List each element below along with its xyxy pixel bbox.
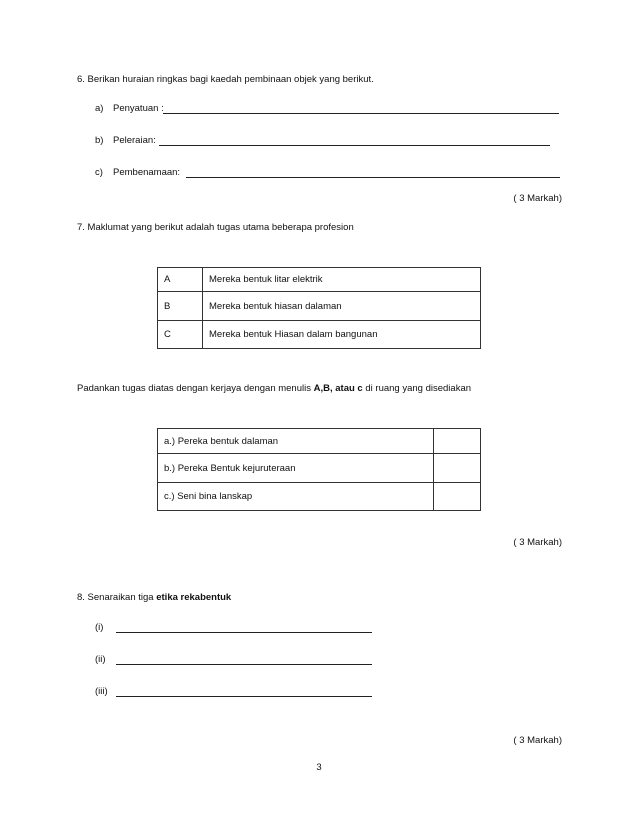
match-answer-cell[interactable] bbox=[434, 454, 481, 483]
q6-item-c-answer-line[interactable] bbox=[186, 177, 560, 178]
table-value: Mereka bentuk hiasan dalaman bbox=[203, 292, 481, 321]
q6-title: 6. Berikan huraian ringkas bagi kaedah pembinaan objek yang berikut. bbox=[77, 74, 374, 85]
q7-title: 7. Maklumat yang berikut adalah tugas utama beberapa profesion bbox=[77, 222, 354, 233]
q8-item-i-answer-line[interactable] bbox=[116, 632, 372, 633]
page-number: 3 bbox=[316, 762, 322, 773]
q8-item-i-label: (i) bbox=[95, 622, 104, 633]
q7-instruction-pre: Padankan tugas diatas dengan kerjaya dengan menulis bbox=[77, 383, 314, 394]
table-row bbox=[158, 268, 481, 292]
match-text: a.) Pereka bentuk dalaman bbox=[158, 429, 434, 454]
q7-profession-table bbox=[157, 267, 481, 349]
table-row bbox=[158, 429, 481, 454]
q8-title-bold: etika rekabentuk bbox=[156, 592, 232, 603]
match-answer-cell[interactable] bbox=[434, 429, 481, 454]
q8-title bbox=[77, 592, 231, 603]
q6-item-a-text: Penyatuan : bbox=[113, 103, 164, 114]
q6-item-a-label: a) bbox=[95, 103, 104, 114]
q8-item-iii-answer-line[interactable] bbox=[116, 696, 372, 697]
table-row bbox=[158, 321, 481, 349]
q8-marks: ( 3 Markah) bbox=[513, 735, 562, 746]
table-key: C bbox=[158, 321, 203, 349]
table-row bbox=[158, 483, 481, 511]
q8-item-ii-answer-line[interactable] bbox=[116, 664, 372, 665]
q6-item-c-label: c) bbox=[95, 167, 103, 178]
table-value: Mereka bentuk Hiasan dalam bangunan bbox=[203, 321, 481, 349]
q8-title-pre: 8. Senaraikan tiga bbox=[77, 592, 157, 603]
q6-item-b-text: Peleraian: bbox=[113, 135, 156, 146]
q8-item-iii-label: (iii) bbox=[95, 686, 108, 697]
q7-marks: ( 3 Markah) bbox=[513, 537, 562, 548]
table-row bbox=[158, 292, 481, 321]
q6-item-b-answer-line[interactable] bbox=[159, 145, 550, 146]
q7-instruction-bold: A,B, atau c bbox=[313, 383, 363, 394]
table-value: Mereka bentuk litar elektrik bbox=[203, 268, 481, 292]
q7-instruction-post: di ruang yang disediakan bbox=[362, 383, 472, 394]
q8-item-ii-label: (ii) bbox=[95, 654, 106, 665]
q6-item-c-text: Pembenamaan: bbox=[113, 167, 181, 178]
match-text: c.) Seni bina lanskap bbox=[158, 483, 434, 511]
q7-instruction bbox=[77, 383, 471, 394]
q6-item-a-answer-line[interactable] bbox=[163, 113, 559, 114]
table-key: A bbox=[158, 268, 203, 292]
table-key: B bbox=[158, 292, 203, 321]
q6-marks: ( 3 Markah) bbox=[513, 193, 562, 204]
match-answer-cell[interactable] bbox=[434, 483, 481, 511]
table-row bbox=[158, 454, 481, 483]
match-text: b.) Pereka Bentuk kejuruteraan bbox=[158, 454, 434, 483]
q7-matching-table bbox=[157, 428, 481, 511]
q6-item-b-label: b) bbox=[95, 135, 104, 146]
